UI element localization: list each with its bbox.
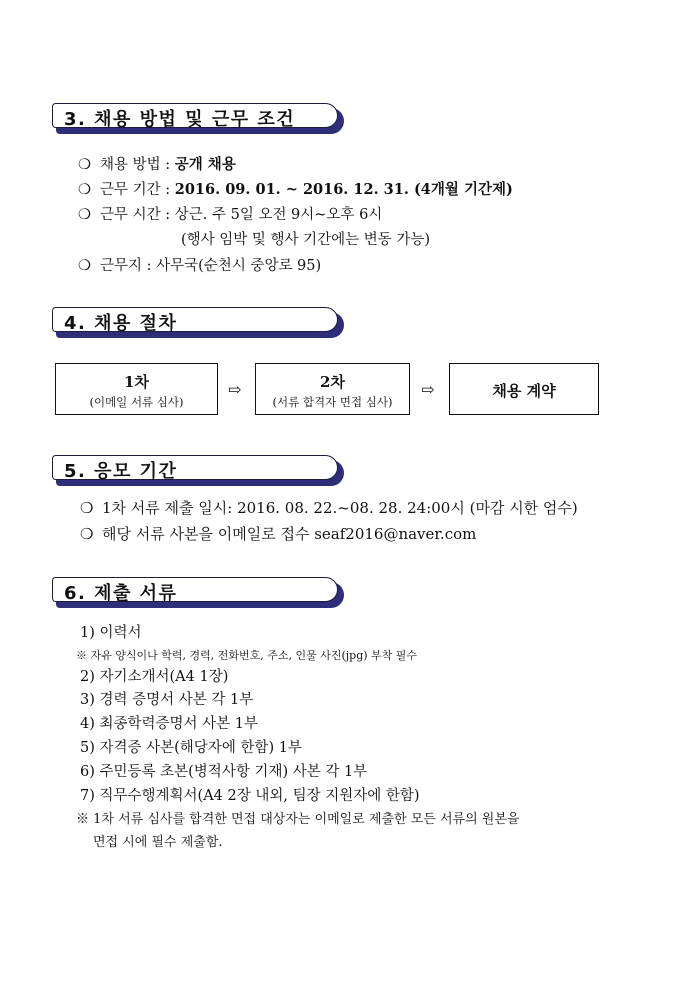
bullet-icon: ❍ [80,499,94,517]
period-label: 근무 기간 : [100,182,175,198]
place-label: 근무지 : [100,258,157,274]
document-item: 7) 직무수행계획서(A4 2장 내외, 팀장 지원자에 한함) [80,788,420,804]
document-item: 2) 자기소개서(A4 1장) [80,669,229,685]
hours-row [78,203,382,224]
document-item: 3) 경력 증명서 사본 각 1부 [80,692,254,708]
hours-label: 근무 시간 : [100,207,175,223]
hours-value: 상근. 주 5일 오전 9시~오후 6시 [174,207,383,223]
right-arrow-icon: ⇨ [228,380,242,399]
section-4-title: 4. 채용 절차 [64,313,178,334]
method-row [78,153,236,174]
bullet-icon: ❍ [78,182,91,198]
item-1-note: ※ 자유 양식이나 학력, 경력, 전화번호, 주소, 인물 사진(jpg) 부착 필수 [76,649,418,662]
method-value: 공개 채용 [174,156,236,173]
section-6-header [52,577,344,607]
document-item: 6) 주민등록 초본(병적사항 기재) 사본 각 1부 [80,764,368,780]
process-step-2 [255,363,410,415]
email-row [80,523,476,544]
step-2-desc: (서류 합격자 면접 심사) [272,395,393,409]
step-1-title: 1차 [124,373,149,391]
place-row [78,254,321,275]
place-value: 사무국(순천시 중앙로 95) [156,258,322,274]
bullet-icon: ❍ [80,525,94,543]
email-text: 해당 서류 사본을 이메일로 접수 seaf2016@naver.com [102,525,477,543]
bullet-icon: ❍ [78,207,91,223]
document-item: 1) 이력서 [80,625,142,641]
section-6-title: 6. 제출 서류 [64,583,178,604]
process-step-1 [55,363,218,415]
document-item: 4) 최종학력증명서 사본 1부 [80,716,259,732]
hours-note: (행사 임박 및 행사 기간에는 변동 가능) [181,232,431,248]
section-5-title: 5. 응모 기간 [64,461,178,482]
method-label: 채용 방법 : [100,157,175,173]
section-3-header [52,103,344,133]
section-3-title: 3. 채용 방법 및 근무 조건 [64,109,296,130]
section-4-header [52,307,344,337]
submission-date-text: 1차 서류 제출 일시: 2016. 08. 22.~08. 28. 24:00시 (마감 시한 엄수) [102,499,578,517]
process-step-3 [449,363,599,415]
step-1-desc: (이메일 서류 심사) [89,395,184,409]
bullet-icon: ❍ [78,258,91,274]
step-2-title: 2차 [320,373,345,391]
section-5-header [52,455,344,485]
bullet-icon: ❍ [78,157,91,173]
final-note-line-2: 면접 시에 필수 제출함. [93,835,223,850]
document-item: 5) 자격증 사본(해당자에 한함) 1부 [80,740,302,756]
final-note-line-1: ※ 1차 서류 심사를 합격한 면접 대상자는 이메일로 제출한 모든 서류의 원본을 [76,812,520,827]
right-arrow-icon: ⇨ [421,380,435,399]
step-3-title: 채용 계약 [492,382,556,400]
period-value: 2016. 09. 01. ~ 2016. 12. 31. (4개월 기간제) [174,181,513,198]
period-row [78,178,513,199]
submission-date-row [80,497,578,518]
